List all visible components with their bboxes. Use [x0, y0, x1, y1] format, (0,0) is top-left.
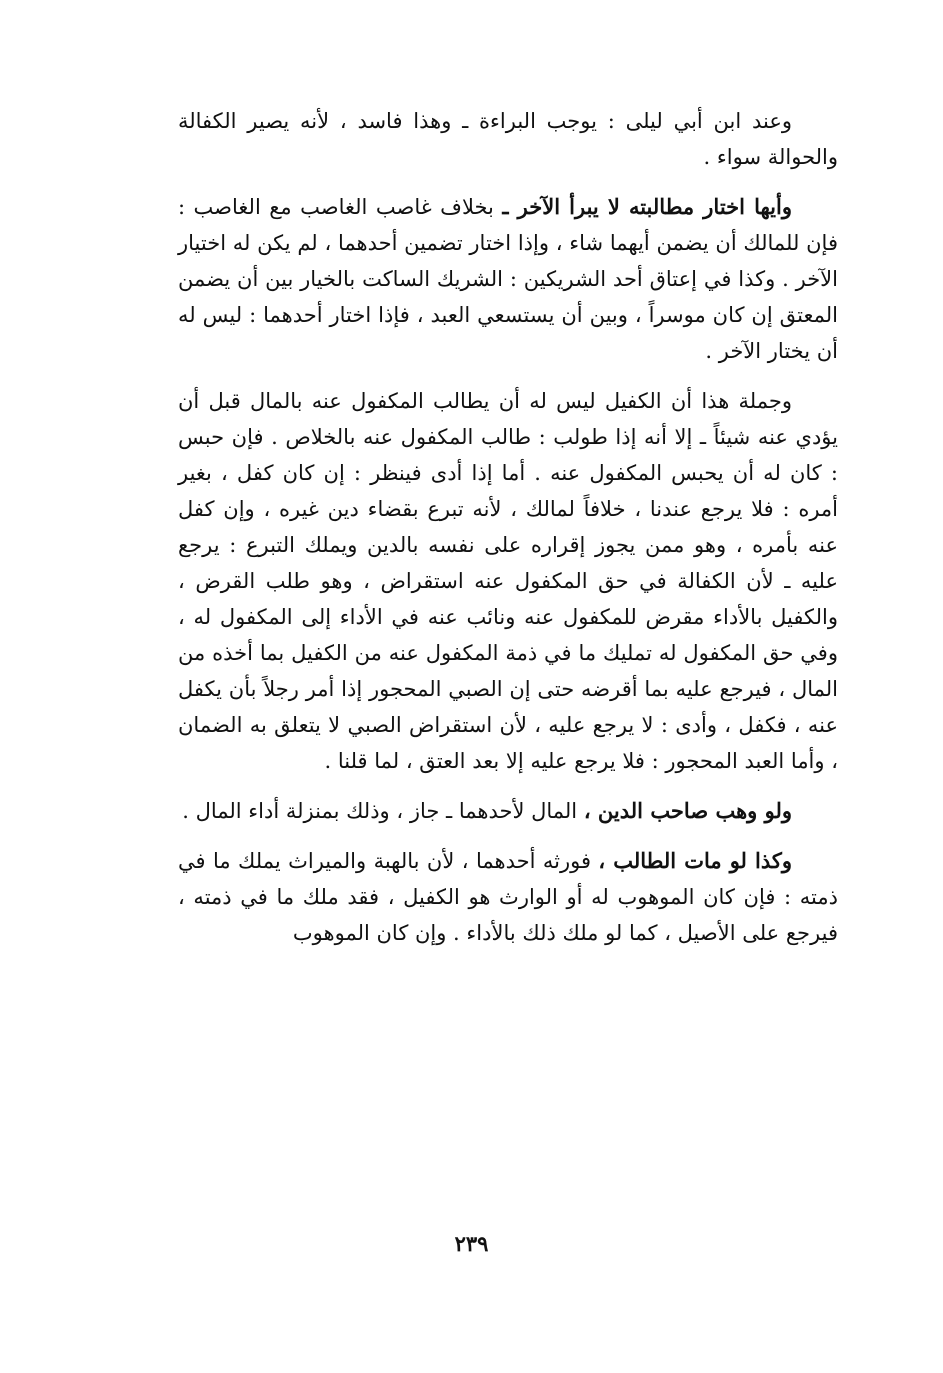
paragraph-bold-lead: ولو وهب صاحب الدين ،: [583, 798, 792, 823]
paragraph-text: بخلاف غاصب الغاصب مع الغاصب : فإن للمالك أن يضمن أيهما شاء ، وإذا اختار تضمين أحدهما ، لم يكن له اختيار الآخر . وكذا في إعتاق أحد الشريكين : الشريك الساكت بالخيار بين أن يضمن المعتق إن كان موسراً ، وبين أن يستسعي العبد ، فإذا اختار أحدهما : ليس له أن يختار الآخر .: [178, 195, 838, 363]
paragraph-bold-lead: وأيها اختار مطالبته لا يبرأ الآخر ـ: [502, 194, 792, 219]
paragraph-text: المال لأحدهما ـ جاز ، وذلك بمنزلة أداء المال .: [182, 799, 584, 823]
body-text: [178, 103, 838, 965]
page-number: ٢٣٩: [454, 1231, 489, 1256]
paragraph-text: وعند ابن أبي ليلى : يوجب البراءة ـ وهذا فاسد ، لأنه يصير الكفالة والحوالة سواء .: [178, 109, 838, 169]
paragraph: [178, 793, 838, 829]
paragraph: [178, 383, 838, 779]
paragraph: [178, 189, 838, 369]
paragraph-text: وجملة هذا أن الكفيل ليس له أن يطالب المكفول عنه بالمال قبل أن يؤدي عنه شيئاً ـ إلا أنه إذا طولب : طالب المكفول عنه بالخلاص . فإن حبس : كان له أن يحبس المكفول عنه . أما إذا أدى فينظر : إن كان كفل ، بغير أمره : فلا يرجع عندنا ، خلافاً لمالك ، لأنه تبرع بقضاء دين غيره ، وإن كفل عنه بأمره ، وهو ممن يجوز إقراره على نفسه بالدين ويملك التبرع : يرجع عليه ـ لأن الكفالة في حق المكفول عنه استقراض ، وهو طلب القرض ، والكفيل بالأداء مقرض للمكفول عنه ونائب عنه في الأداء إلى المكفول له ، وفي حق المكفول له تمليك ما في ذمة المكفول عنه من الكفيل بما أخذه من المال ، فيرجع عليه بما أقرضه حتى إن الصبي المحجور إذا أمر رجلاً بأن يكفل عنه ، فكفل ، وأدى : لا يرجع عليه ، لأن استقراض الصبي لا يتعلق به الضمان ، وأما العبد المحجور : فلا يرجع عليه إلا بعد العتق ، لما قلنا .: [178, 389, 838, 773]
paragraph: [178, 103, 838, 175]
paragraph-text: فورثه أحدهما ، لأن بالهبة والميراث يملك ما في ذمته : فإن كان الموهوب له أو الوارث هو الكفيل ، فقد ملك ما في ذمته ، فيرجع على الأصيل ، كما لو ملك ذلك بالأداء . وإن كان الموهوب: [178, 849, 838, 945]
paragraph: [178, 843, 838, 951]
paragraph-bold-lead: وكذا لو مات الطالب ،: [598, 848, 792, 873]
